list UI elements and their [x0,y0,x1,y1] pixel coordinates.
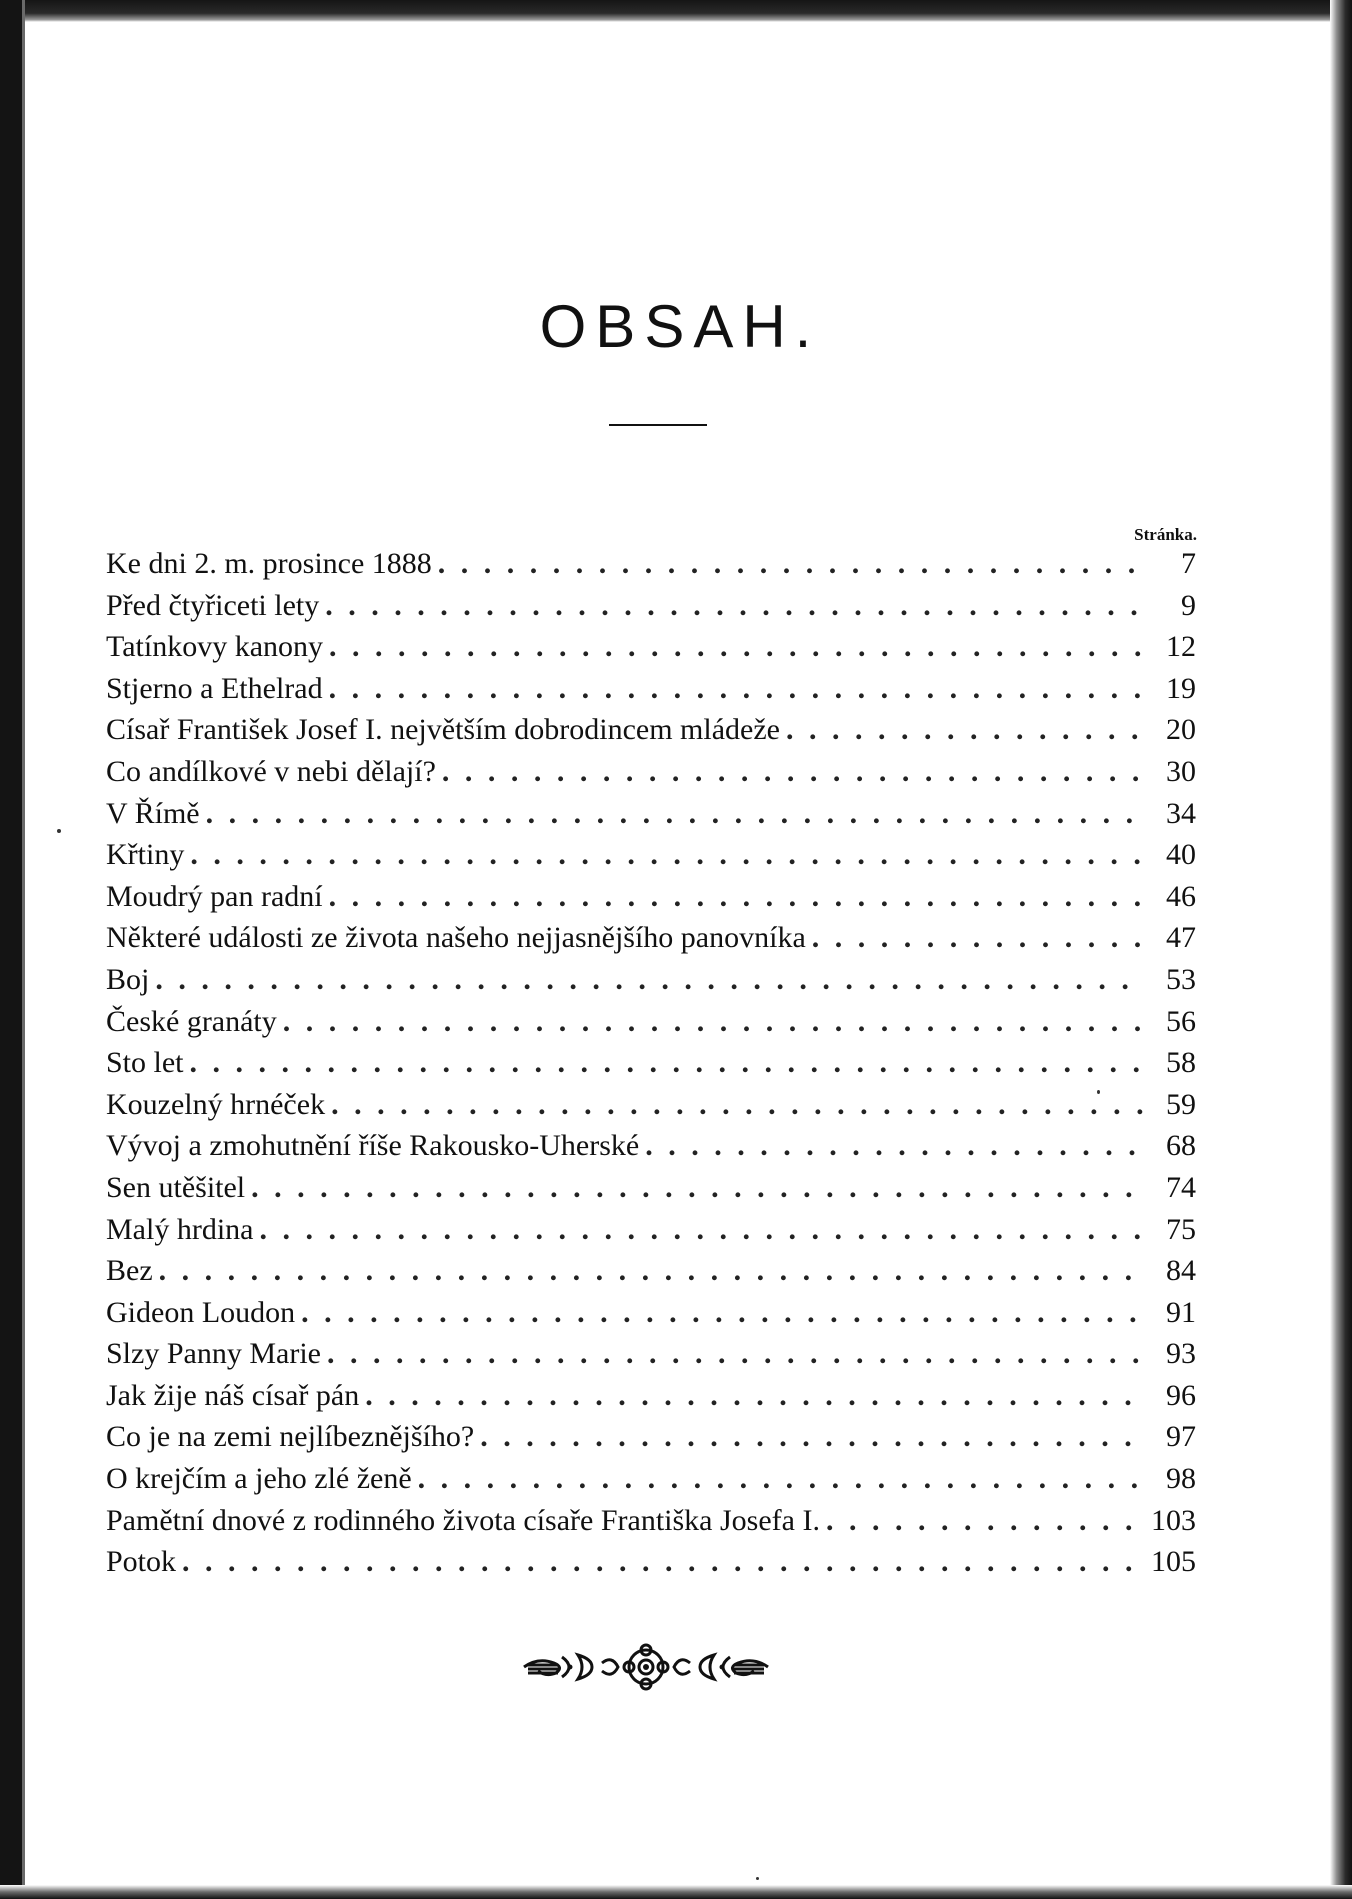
toc-entry-title: Před čtyřiceti lety [106,588,320,622]
toc-dot-leader [442,755,1144,789]
toc-entry-title: České granáty [106,1004,277,1038]
toc-dot-leader [327,1337,1144,1371]
toc-entry [106,1420,1196,1462]
toc-entry-page-number: 58 [1166,1046,1196,1080]
scan-bottom-edge [0,1885,1352,1899]
toc-dot-leader [438,547,1144,581]
toc-entry-title: Kouzelný hrnéček [106,1087,326,1121]
toc-entry-title: Stjerno a Ethelrad [106,671,323,705]
toc-entry-title: Gideon Loudon [106,1295,296,1329]
toc-dot-leader [418,1462,1144,1496]
toc-entry-page-number: 74 [1166,1170,1196,1204]
toc-entry [106,1337,1196,1379]
toc-dot-leader [159,1254,1144,1288]
toc-entry-title: Ke dni 2. m. prosince 1888 [106,547,432,580]
toc-dot-leader [812,921,1144,955]
toc-entry-page-number: 30 [1166,754,1196,788]
toc-dot-leader [190,838,1144,872]
toc-entry [106,1379,1196,1421]
table-of-contents [106,547,1196,1587]
toc-entry [106,1213,1196,1255]
toc-entry-page-number: 7 [1181,547,1196,580]
toc-entry [106,1254,1196,1296]
toc-entry-page-number: 84 [1166,1254,1196,1288]
scan-left-edge [0,0,24,1899]
toc-entry-page-number: 56 [1166,1004,1196,1038]
toc-entry-title: Malý hrdina [106,1212,254,1246]
toc-entry-page-number: 47 [1166,921,1196,955]
toc-entry-title: Vývoj a zmohutnění říše Rakousko-Uherské [106,1129,640,1163]
toc-dot-leader [301,1296,1144,1330]
toc-entry-page-number: 59 [1166,1087,1196,1121]
toc-entry [106,921,1196,963]
toc-entry-title: O krejčím a jeho zlé ženě [106,1462,412,1496]
toc-entry-title: Některé události ze života našeho nejjasnějšího panovníka [106,921,806,955]
toc-dot-leader [365,1379,1144,1413]
scan-speck [1097,1090,1100,1094]
toc-entry [106,1462,1196,1504]
toc-entry-page-number: 12 [1166,630,1196,664]
toc-entry-title: Císař František Josef I. největším dobrodincem mládeže [106,713,780,747]
ornament-icon [518,1635,774,1699]
toc-entry-page-number: 103 [1151,1503,1196,1537]
toc-entry-title: Tatínkovy kanony [106,630,324,664]
toc-entry-page-number: 53 [1166,962,1196,996]
toc-entry-title: V Římě [106,796,200,830]
toc-entry-page-number: 68 [1166,1129,1196,1163]
toc-entry-title: Moudrý pan radní [106,879,323,913]
toc-entry-title: Sen utěšitel [106,1170,246,1204]
toc-dot-leader [826,1504,1144,1538]
toc-entry-title: Sto let [106,1046,184,1080]
toc-entry [106,630,1196,672]
toc-entry [106,1504,1196,1546]
toc-entry [106,1005,1196,1047]
toc-entry-title: Co je na zemi nejlíbeznějšího? [106,1420,475,1454]
toc-entry-title: Jak žije náš císař pán [106,1378,360,1412]
toc-entry [106,880,1196,922]
toc-dot-leader [251,1171,1144,1205]
toc-entry [106,547,1196,589]
toc-entry [106,838,1196,880]
toc-dot-leader [329,672,1144,706]
toc-entry-page-number: 91 [1166,1295,1196,1329]
toc-entry-page-number: 96 [1166,1378,1196,1412]
toc-entry [106,1171,1196,1213]
scan-left-edge-inner [22,0,25,1899]
scan-right-edge [1330,0,1352,1899]
toc-entry-page-number: 19 [1166,671,1196,705]
title-rule [609,424,707,426]
toc-dot-leader [329,880,1144,914]
toc-entry [106,963,1196,1005]
toc-entry-page-number: 105 [1151,1545,1196,1579]
toc-entry [106,797,1196,839]
toc-entry [106,755,1196,797]
toc-dot-leader [331,1088,1144,1122]
toc-entry [106,589,1196,631]
toc-entry [106,1088,1196,1130]
page-column-header: Stránka. [1134,525,1197,544]
toc-dot-leader [480,1420,1144,1454]
toc-entry [106,1129,1196,1171]
toc-dot-leader [325,589,1144,623]
toc-entry-title: Boj [106,962,150,996]
toc-entry-title: Bez [106,1254,153,1288]
page-title: OBSAH. [539,293,821,360]
toc-entry-title: Pamětní dnové z rodinného života císaře Františka Josefa I. [106,1503,820,1537]
toc-dot-leader [645,1129,1144,1163]
scan-speck [57,829,61,833]
toc-entry-title: Křtiny [106,838,185,872]
toc-entry [106,1296,1196,1338]
toc-entry-page-number: 93 [1166,1337,1196,1371]
toc-entry-page-number: 40 [1166,838,1196,872]
toc-dot-leader [206,797,1144,831]
scan-speck [756,1877,759,1880]
toc-entry-page-number: 46 [1166,879,1196,913]
toc-dot-leader [182,1545,1144,1579]
toc-dot-leader [190,1046,1144,1080]
toc-entry-page-number: 20 [1166,713,1196,747]
toc-entry-page-number: 98 [1166,1462,1196,1496]
scan-top-edge [0,0,1352,22]
toc-entry [106,672,1196,714]
toc-entry-title: Potok [106,1545,177,1579]
toc-entry-page-number: 75 [1166,1212,1196,1246]
toc-entry-title: Co andílkové v nebi dělají? [106,754,436,788]
toc-entry-title: Slzy Panny Marie [106,1337,321,1371]
toc-dot-leader [329,630,1144,664]
toc-entry [106,1046,1196,1088]
toc-dot-leader [283,1005,1144,1039]
toc-entry-page-number: 9 [1181,588,1196,622]
toc-entry-page-number: 97 [1166,1420,1196,1454]
toc-dot-leader [259,1213,1144,1247]
toc-entry [106,1545,1196,1587]
toc-entry-page-number: 34 [1166,796,1196,830]
toc-dot-leader [786,713,1144,747]
toc-dot-leader [155,963,1144,997]
toc-entry [106,713,1196,755]
